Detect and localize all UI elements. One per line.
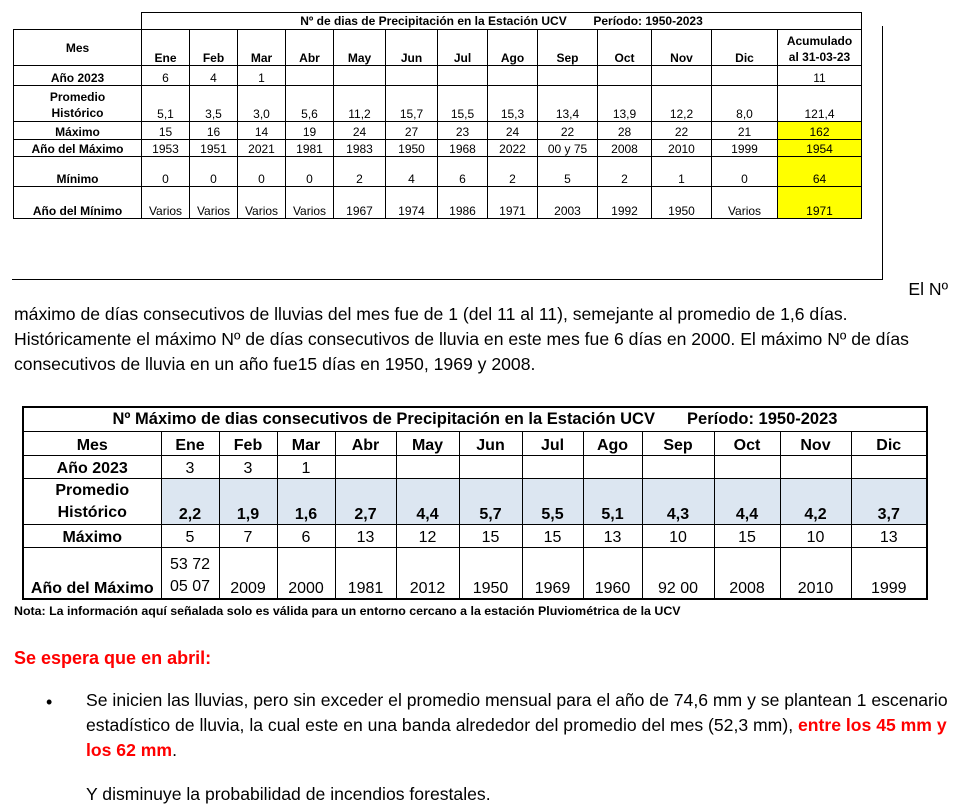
- ene-year-line1: 53 72: [169, 556, 211, 573]
- table1-cell: [386, 66, 438, 86]
- table1-cell: 28: [598, 122, 652, 140]
- table2-cell: 2009: [219, 547, 277, 599]
- table1-cell: [438, 66, 488, 86]
- bullet-end: .: [172, 740, 177, 760]
- table1-cell: Varios: [190, 187, 238, 219]
- table1-cell: 2: [488, 157, 538, 187]
- table2-cell: 2,2: [161, 478, 219, 524]
- table2-month-header: Sep: [642, 431, 714, 455]
- table1-month-header: Sep: [538, 30, 598, 66]
- table2-cell: 2012: [396, 547, 459, 599]
- table1-cell: 24: [488, 122, 538, 140]
- table1-cell: 27: [386, 122, 438, 140]
- table1-cell: 2022: [488, 140, 538, 157]
- table2-row-label: Año del Máximo: [23, 547, 161, 599]
- paragraph-body: máximo de días consecutivos de lluvias del mes fue de 1 (del 11 al 11), semejante al promedio de 1,6 días. Históricamente el máximo Nº de días consecutivos de lluvia en este mes fue 6 días en 2000. El máximo Nº de días consecutivos de lluvia en un año fue15 días en 1950, 1969 y 2008.: [14, 304, 909, 374]
- table1-acc-cell: 1954: [778, 140, 862, 157]
- table2-month-header: Jun: [459, 431, 522, 455]
- bullet-text: Se inicien las lluvias, pero sin exceder el promedio mensual para el año de 74,6 mm y se plantean 1 escenario estadístico de lluvia, la cual este en una banda alrededor del promedio del mes (52,3 mm),: [86, 690, 948, 735]
- expect-heading: Se espera que en abril:: [14, 648, 212, 668]
- bullet-item: [86, 688, 957, 763]
- table2-cell: [851, 455, 927, 478]
- table1-cell: 0: [142, 157, 190, 187]
- ene-year-line2: 05 07: [169, 578, 211, 595]
- table1-row-label: Año del Mínimo: [14, 187, 142, 219]
- table2-cell: 5,7: [459, 478, 522, 524]
- acc-line1: Acumulado: [786, 34, 853, 48]
- table1-cell: 1974: [386, 187, 438, 219]
- table2-cell: [522, 455, 583, 478]
- table2-cell: [335, 455, 396, 478]
- table2-cell: [583, 455, 642, 478]
- table2-cell: 1: [277, 455, 335, 478]
- table2-cell: 7: [219, 524, 277, 547]
- table1-cell: 1967: [334, 187, 386, 219]
- table2-month-header: Mar: [277, 431, 335, 455]
- table2-month-header: Ago: [583, 431, 642, 455]
- table1-cell: 15: [142, 122, 190, 140]
- table1-row-label: Año del Máximo: [14, 140, 142, 157]
- table1-cell: 19: [286, 122, 334, 140]
- table1-cell: [598, 66, 652, 86]
- table1-cell: 13,9: [598, 86, 652, 122]
- table2-cell: 1969: [522, 547, 583, 599]
- table1-cell: Varios: [142, 187, 190, 219]
- table1-cell: 2021: [238, 140, 286, 157]
- table1-corner: [14, 13, 142, 30]
- table1-cell: 1: [238, 66, 286, 86]
- table1-title: Nº de dias de Precipitación en la Estación UCV: [300, 14, 567, 28]
- table1-cell: [488, 66, 538, 86]
- table1-col-label: Mes: [14, 30, 142, 66]
- table2-cell: 3,7: [851, 478, 927, 524]
- table2-cell: 4,3: [642, 478, 714, 524]
- table2-cell: [396, 455, 459, 478]
- table1-cell: 1950: [652, 187, 712, 219]
- table1-cell: 8,0: [712, 86, 778, 122]
- table2-cell: 15: [522, 524, 583, 547]
- table1-cell: 2008: [598, 140, 652, 157]
- table1-cell: 1950: [386, 140, 438, 157]
- table1-cell: 0: [712, 157, 778, 187]
- table1-cell: 15,7: [386, 86, 438, 122]
- table1-cell: 23: [438, 122, 488, 140]
- table2-cell: 4,2: [780, 478, 851, 524]
- table1-cell: 1951: [190, 140, 238, 157]
- table1-cell: 2: [334, 157, 386, 187]
- table2-cell: [780, 455, 851, 478]
- table2-cell: 13: [335, 524, 396, 547]
- table1-cell: 3,0: [238, 86, 286, 122]
- table2-cell: 5,1: [583, 478, 642, 524]
- table2-cell: 10: [780, 524, 851, 547]
- table1-row-label: [14, 86, 142, 122]
- table2-cell: 2010: [780, 547, 851, 599]
- bullet-dot: •: [46, 692, 53, 712]
- table2-period: Período: 1950-2023: [687, 409, 838, 428]
- table2-cell: 3: [161, 455, 219, 478]
- table1-cell: 5: [538, 157, 598, 187]
- table2-cell: 3: [219, 455, 277, 478]
- table1-month-header: Jul: [438, 30, 488, 66]
- table2-cell: 5: [161, 524, 219, 547]
- table1-cell: 6: [438, 157, 488, 187]
- table1-cell: 22: [652, 122, 712, 140]
- table1-cell: 12,2: [652, 86, 712, 122]
- table1-cell: 13,4: [538, 86, 598, 122]
- table1-cell: 3,5: [190, 86, 238, 122]
- table1-cell: 21: [712, 122, 778, 140]
- table2-cell: 13: [851, 524, 927, 547]
- table1-cell: [652, 66, 712, 86]
- table1-cell: 1986: [438, 187, 488, 219]
- table1-row-label: Mínimo: [14, 157, 142, 187]
- table1-cell: Varios: [286, 187, 334, 219]
- table1-cell: [712, 66, 778, 86]
- prom-line2: Histórico: [57, 503, 127, 521]
- table1-row-label: Máximo: [14, 122, 142, 140]
- table2-cell: [161, 547, 219, 599]
- table1-cell: 15,3: [488, 86, 538, 122]
- table2-cell: [714, 455, 780, 478]
- table2-cell: 4,4: [396, 478, 459, 524]
- table1-month-header: Mar: [238, 30, 286, 66]
- table2-cell: 92 00: [642, 547, 714, 599]
- note-text: Nota: La información aquí señalada solo es válida para un entorno cercano a la estación Pluviométrica de la UCV: [14, 604, 681, 618]
- table1-cell: [538, 66, 598, 86]
- table1-cell: 1992: [598, 187, 652, 219]
- table1-cell: 0: [190, 157, 238, 187]
- table2-cell: 1960: [583, 547, 642, 599]
- table1-cell: 1971: [488, 187, 538, 219]
- table2-cell: [642, 455, 714, 478]
- table1-title-cell: [142, 13, 862, 30]
- table1-acc-cell: 1971: [778, 187, 862, 219]
- table2-month-header: Ene: [161, 431, 219, 455]
- table2-cell: 10: [642, 524, 714, 547]
- table1-month-header: May: [334, 30, 386, 66]
- table2-title: Nº Máximo de dias consecutivos de Precipitación en la Estación UCV: [112, 409, 655, 428]
- table1-cell: 16: [190, 122, 238, 140]
- table1-cell: 5,6: [286, 86, 334, 122]
- table2-cell: 15: [459, 524, 522, 547]
- label-line1: Promedio: [49, 90, 106, 104]
- table1-cell: 4: [386, 157, 438, 187]
- table1-cell: 1953: [142, 140, 190, 157]
- table1-cell: 1: [652, 157, 712, 187]
- table2-cell: 2000: [277, 547, 335, 599]
- table2-cell: 1981: [335, 547, 396, 599]
- table1-cell: 00 y 75: [538, 140, 598, 157]
- table1-month-header: Abr: [286, 30, 334, 66]
- table1-cell: 1981: [286, 140, 334, 157]
- table2-cell: 12: [396, 524, 459, 547]
- table1-cell: Varios: [712, 187, 778, 219]
- table1-cell: 1999: [712, 140, 778, 157]
- table2-cell: 4,4: [714, 478, 780, 524]
- table1-acc-cell: 121,4: [778, 86, 862, 122]
- table1-month-header: Ago: [488, 30, 538, 66]
- table2-col-label: Mes: [23, 431, 161, 455]
- table2-cell: 1999: [851, 547, 927, 599]
- table1-month-header: Dic: [712, 30, 778, 66]
- label-line2: Histórico: [51, 106, 104, 120]
- prom-line1: Promedio: [55, 481, 130, 499]
- table1-cell: [286, 66, 334, 86]
- bullet-red-text: entre los 45 mm y los 62 mm: [86, 715, 947, 760]
- table2-cell: 5,5: [522, 478, 583, 524]
- table1-cell: 1983: [334, 140, 386, 157]
- table1-cell: 5,1: [142, 86, 190, 122]
- table1-acc-cell: 162: [778, 122, 862, 140]
- table1-acc-header: [778, 30, 862, 66]
- table1-month-header: Ene: [142, 30, 190, 66]
- table1-cell: 4: [190, 66, 238, 86]
- paragraph-first-line: El Nº: [908, 279, 948, 299]
- table1-cell: 14: [238, 122, 286, 140]
- table2-month-header: Nov: [780, 431, 851, 455]
- table2-month-header: Dic: [851, 431, 927, 455]
- table2-row-label: [23, 478, 161, 524]
- table2-month-header: Abr: [335, 431, 396, 455]
- table1-cell: 22: [538, 122, 598, 140]
- table2-month-header: May: [396, 431, 459, 455]
- table1-month-header: Nov: [652, 30, 712, 66]
- table2-cell: 2,7: [335, 478, 396, 524]
- table1-cell: 1968: [438, 140, 488, 157]
- table1-cell: 24: [334, 122, 386, 140]
- table2-cell: 13: [583, 524, 642, 547]
- table2-row-label: Año 2023: [23, 455, 161, 478]
- table2-title-cell: [23, 407, 927, 431]
- table1-month-header: Oct: [598, 30, 652, 66]
- table1-cell: 2: [598, 157, 652, 187]
- table2-row-label: Máximo: [23, 524, 161, 547]
- table1-cell: [334, 66, 386, 86]
- table1-row-label: Año 2023: [14, 66, 142, 86]
- acc-line2: al 31-03-23: [788, 50, 851, 64]
- table2-cell: 6: [277, 524, 335, 547]
- precip-days-table: [13, 12, 862, 219]
- table2-month-header: Oct: [714, 431, 780, 455]
- table1-cell: 6: [142, 66, 190, 86]
- table2-month-header: Jul: [522, 431, 583, 455]
- table1-cell: 0: [238, 157, 286, 187]
- table1-cell: Varios: [238, 187, 286, 219]
- table1-acc-cell: 11: [778, 66, 862, 86]
- table2-cell: 15: [714, 524, 780, 547]
- table2-cell: [459, 455, 522, 478]
- table1-cell: 2003: [538, 187, 598, 219]
- table2-month-header: Feb: [219, 431, 277, 455]
- table2-cell: 1,9: [219, 478, 277, 524]
- table1-month-header: Feb: [190, 30, 238, 66]
- table1-month-header: Jun: [386, 30, 438, 66]
- table1-period: Período: 1950-2023: [593, 14, 703, 28]
- consecutive-days-table: [22, 406, 928, 600]
- table2-cell: 2008: [714, 547, 780, 599]
- table1-acc-cell: 64: [778, 157, 862, 187]
- table2-cell: 1950: [459, 547, 522, 599]
- table1-cell: 11,2: [334, 86, 386, 122]
- table1-cell: 2010: [652, 140, 712, 157]
- table1-cell: 15,5: [438, 86, 488, 122]
- closing-text: Y disminuye la probabilidad de incendios forestales.: [86, 784, 491, 804]
- table1-cell: 0: [286, 157, 334, 187]
- table2-cell: 1,6: [277, 478, 335, 524]
